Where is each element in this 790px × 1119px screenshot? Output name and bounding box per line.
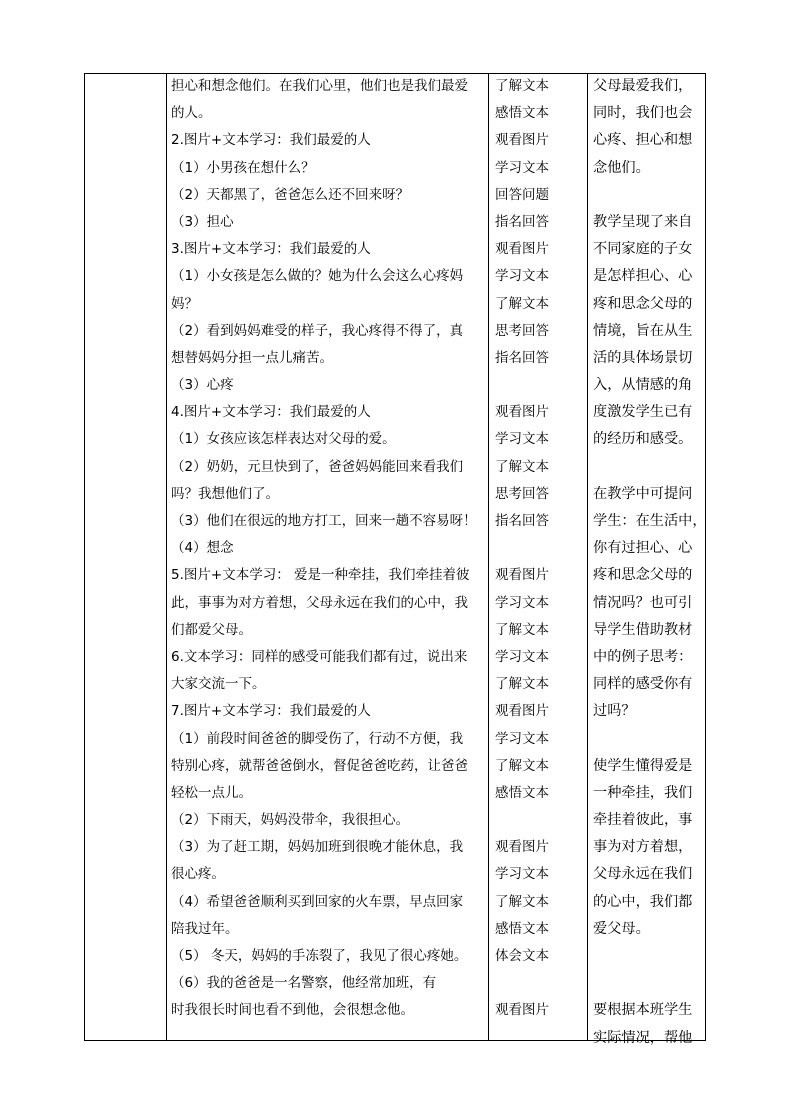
- activity-line: （1）前段时间爸爸的脚受伤了，行动不方便，我: [171, 730, 464, 747]
- activity-line: 时我很长时间也看不到他，会很想念他。: [171, 1002, 414, 1019]
- design-intent-line: 入，从情感的角: [593, 377, 693, 394]
- design-intent-line: 不同家庭的子女: [593, 241, 693, 258]
- design-intent-line: 情境，旨在从生: [593, 322, 693, 339]
- design-intent-line: 度激发学生已有: [593, 404, 693, 421]
- activity-line: 的人。: [171, 105, 212, 122]
- student-action-line: 学习文本: [495, 268, 549, 285]
- student-action-line: [495, 807, 587, 834]
- student-action-line: 思考回答: [495, 322, 549, 339]
- student-action-line: 指名回答: [495, 213, 549, 230]
- design-intent-line: 导学生借助教材: [593, 621, 693, 638]
- design-intent-line: 使学生懂得爱是: [593, 757, 693, 774]
- student-action-line: 观看图片: [495, 132, 549, 149]
- student-action-line: 学习文本: [495, 866, 549, 883]
- student-action-line: 指名回答: [495, 349, 549, 366]
- design-intent-line: 父母永远在我们: [593, 866, 693, 883]
- design-intent-column: [593, 73, 705, 1052]
- student-action-line: 观看图片: [495, 404, 549, 421]
- student-action-line: 观看图片: [495, 703, 549, 720]
- student-action-line: 感悟文本: [495, 920, 549, 937]
- student-action-line: 观看图片: [495, 567, 549, 584]
- design-intent-line: 中的例子思考：: [593, 648, 693, 665]
- design-intent-line: 牵挂着彼此，事: [593, 812, 693, 829]
- student-action-line: [495, 970, 587, 997]
- design-intent-line: 心疼、担心和想: [593, 132, 693, 149]
- student-action-line: 观看图片: [495, 1002, 549, 1019]
- design-intent-line: 是怎样担心、心: [593, 268, 693, 285]
- activity-line: 陪我过年。: [171, 920, 239, 937]
- student-action-line: 了解文本: [495, 893, 549, 910]
- student-action-line: [495, 535, 587, 562]
- design-intent-line: 疼和思念父母的: [593, 567, 693, 584]
- activity-line: 很心疼。: [171, 866, 225, 883]
- student-action-line: 了解文本: [495, 295, 549, 312]
- activity-line: 5.图片+文本学习： 爱是一种牵挂，我们牵挂着彼: [171, 567, 470, 584]
- design-intent-line: [593, 182, 705, 209]
- activity-line: 7.图片+文本学习：我们最爱的人: [171, 703, 371, 720]
- activity-line: （3）他们在很远的地方打工，回来一趟不容易呀！: [171, 513, 477, 529]
- activity-line: （4）想念: [171, 540, 234, 557]
- design-intent-line: [593, 726, 705, 753]
- student-action-line: 了解文本: [495, 757, 549, 774]
- activity-line: 3.图片+文本学习：我们最爱的人: [171, 241, 371, 258]
- student-action-line: 回答问题: [495, 186, 549, 203]
- design-intent-line: 事为对方着想，: [593, 839, 693, 856]
- activity-line: 此，事事为对方着想，父母永远在我们的心中，我: [171, 594, 468, 611]
- student-action-line: 体会文本: [495, 948, 549, 964]
- activity-line: （1）女孩应该怎样表达对父母的爱。: [171, 431, 396, 448]
- activity-line: 轻松一点儿。: [171, 784, 252, 801]
- student-action-line: 学习文本: [495, 159, 549, 176]
- design-intent-line: [593, 943, 705, 970]
- design-intent-line: 父母最爱我们，: [593, 78, 693, 94]
- design-intent-line: 实际情况，帮他: [593, 1029, 693, 1046]
- activity-line: （2）看到妈妈难受的样子，我心疼得不得了，真: [171, 322, 464, 339]
- design-intent-line: 在教学中可提问: [593, 485, 693, 502]
- activity-line: 大家交流一下。: [171, 676, 266, 693]
- activity-line: （1）小男孩在想什么？: [171, 159, 315, 176]
- activity-line: 特别心疼，就帮爸爸倒水，督促爸爸吃药，让爸爸: [171, 757, 468, 774]
- design-intent-line: 过吗？: [593, 703, 636, 720]
- design-intent-line: 学生：在生活中，: [593, 513, 707, 529]
- student-action-line: [495, 372, 587, 399]
- activity-line: 4.图片+文本学习：我们最爱的人: [171, 404, 371, 421]
- design-intent-line: [593, 970, 705, 997]
- activity-line: （2）奶奶，元旦快到了，爸爸妈妈能回来看我们: [171, 458, 464, 475]
- design-intent-line: 疼和思念父母的: [593, 295, 693, 312]
- column-divider: [166, 74, 167, 1040]
- student-action-line: 指名回答: [495, 513, 549, 529]
- student-action-line: 了解文本: [495, 78, 549, 94]
- student-actions-column: [495, 73, 587, 1025]
- student-action-line: 思考回答: [495, 485, 549, 502]
- activity-line: （2）下雨天，妈妈没带伞，我很担心。: [171, 812, 410, 829]
- design-intent-line: 爱父母。: [593, 920, 650, 937]
- activity-line: 们都爱父母。: [171, 621, 252, 638]
- column-divider: [587, 74, 588, 1040]
- student-action-line: 观看图片: [495, 241, 549, 258]
- student-action-line: 学习文本: [495, 648, 549, 665]
- design-intent-line: 要根据本班学生: [593, 1002, 693, 1019]
- design-intent-line: 同样的感受你有: [593, 676, 693, 693]
- student-action-line: 感悟文本: [495, 784, 549, 801]
- activity-line: 吗？我想他们了。: [171, 485, 279, 502]
- design-intent-line: 教学呈现了来自: [593, 213, 693, 230]
- student-action-line: 学习文本: [495, 594, 549, 611]
- activity-line: （3）心疼: [171, 377, 234, 394]
- student-action-line: 了解文本: [495, 458, 549, 475]
- design-intent-line: 情况吗？也可引: [593, 594, 693, 611]
- activity-line: （6）我的爸爸是一名警察，他经常加班，有: [171, 975, 437, 992]
- activity-line: （1）小女孩是怎么做的？她为什么会这么心疼妈: [171, 268, 464, 285]
- activity-line: 2.图片+文本学习：我们最爱的人: [171, 132, 371, 149]
- design-intent-line: 一种牵挂，我们: [593, 784, 693, 801]
- activity-line: （4）希望爸爸顺利买到回家的火车票，早点回家: [171, 893, 464, 910]
- student-action-line: 学习文本: [495, 730, 549, 747]
- activity-line: 6.文本学习：同样的感受可能我们都有过，说出来: [171, 648, 468, 665]
- design-intent-line: 活的具体场景切: [593, 349, 693, 366]
- activity-line: 担心和想念他们。在我们心里，他们也是我们最爱: [171, 78, 468, 94]
- design-intent-line: 的心中，我们都: [593, 893, 693, 910]
- lesson-table: [84, 73, 707, 1046]
- student-action-line: 观看图片: [495, 839, 549, 856]
- activity-line: （5） 冬天，妈妈的手冻裂了，我见了很心疼她。: [171, 948, 468, 964]
- activity-line: （2）天都黑了，爸爸怎么还不回来呀？: [171, 186, 410, 203]
- design-intent-line: 你有过担心、心: [593, 540, 693, 557]
- design-intent-line: [593, 454, 705, 481]
- student-action-line: 感悟文本: [495, 105, 549, 122]
- activity-line: （3）为了赶工期，妈妈加班到很晚才能休息，我: [171, 839, 464, 856]
- design-intent-line: 同时，我们也会: [593, 105, 693, 122]
- design-intent-line: 的经历和感受。: [593, 431, 693, 448]
- design-intent-line: 念他们。: [593, 159, 650, 176]
- activity-line: 想替妈妈分担一点儿痛苦。: [171, 349, 333, 366]
- student-action-line: 了解文本: [495, 676, 549, 693]
- teaching-activities-column: [171, 73, 491, 1025]
- activity-line: 妈？: [171, 295, 198, 312]
- student-action-line: 了解文本: [495, 621, 549, 638]
- activity-line: （3）担心: [171, 213, 234, 230]
- student-action-line: 学习文本: [495, 431, 549, 448]
